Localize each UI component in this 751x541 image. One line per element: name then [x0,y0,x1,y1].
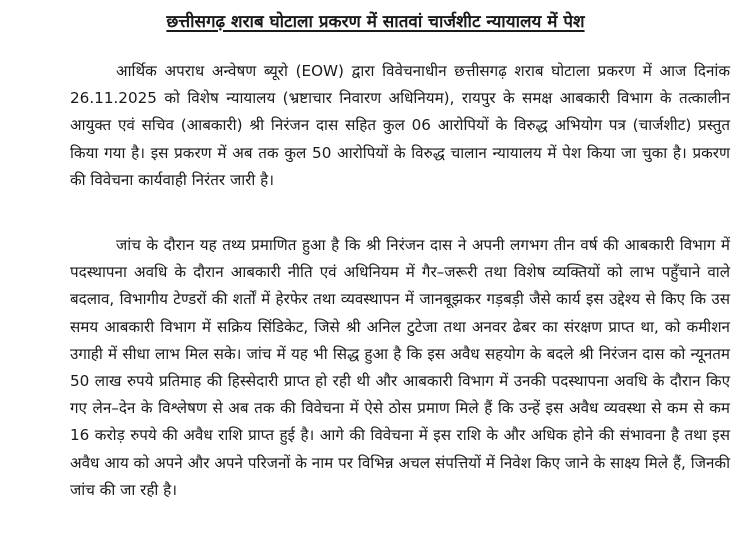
paragraph-chargesheet-filed: आर्थिक अपराध अन्वेषण ब्यूरो (EOW) द्वारा विवेचनाधीन छत्तीसगढ़ शराब घोटाला प्रकरण में आज दिनांक 26.11.2025 को विशेष न्यायालय (भ्रष्टाचार निवारण अधिनियम), रायपुर के समक्ष आबकारी विभाग के तत्कालीन आयुक्त एवं सचिव (आबकारी) श्री निरंजन दास सहित कुल 06 आरोपियों के विरुद्ध अभियोग पत्र (चार्जशीट) प्रस्तुत किया गया है। इस प्रकरण में अब तक कुल 50 आरोपियों के विरुद्ध चालान न्यायालय में पेश किया जा चुका है। प्रकरण की विवेचना कार्यवाही निरंतर जारी है। [70,62,730,189]
paragraph-investigation-findings: जांच के दौरान यह तथ्य प्रमाणित हुआ है कि श्री निरंजन दास ने अपनी लगभग तीन वर्ष की आबकारी विभाग में पदस्थापना अवधि के दौरान आबकारी नीति एवं अधिनियम में गैर–जरूरी तथा विशेष व्यक्तियों को लाभ पहुँचाने वाले बदलाव, विभागीय टेण्डरों की शर्तों में हेरफेर तथा व्यवस्थापन में जानबूझकर गड़बड़ी जैसे कार्य इस उद्देश्य से किए कि उस समय आबकारी विभाग में सक्रिय सिंडिकेट, जिसे श्री अनिल टुटेजा तथा अनवर ढेबर का संरक्षण प्राप्त था, को कमीशन उगाही में सीधा लाभ मिल सके। जांच में यह भी सिद्ध हुआ है कि इस अवैध सहयोग के बदले श्री निरंजन दास को न्यूनतम 50 लाख रुपये प्रतिमाह की हिस्सेदारी प्राप्त हो रही थी और आबकारी विभाग में उनकी पदस्थापना अवधि के दौरान किए गए लेन–देन के विश्लेषण से अब तक की विवेचना में ऐसे ठोस प्रमाण मिले हैं कि उन्हें इस अवैध व्यवस्था से कम से कम 16 करोड़ रुपये की अवैध राशि प्राप्त हुई है। आगे की विवेचना में इस राशि के और अधिक होने की संभावना है तथा इस अवैध आय को अपने और अपने परिजनों के नाम पर विभिन्न अचल संपत्तियों में निवेश किए जाने के साक्ष्य मिले हैं, जिनकी जांच की जा रही है। [70,236,730,499]
title-text: छत्तीसगढ़ शराब घोटाला प्रकरण में सातवां चार्जशीट न्यायालय में पेश [166,12,585,32]
document-title [0,10,751,34]
